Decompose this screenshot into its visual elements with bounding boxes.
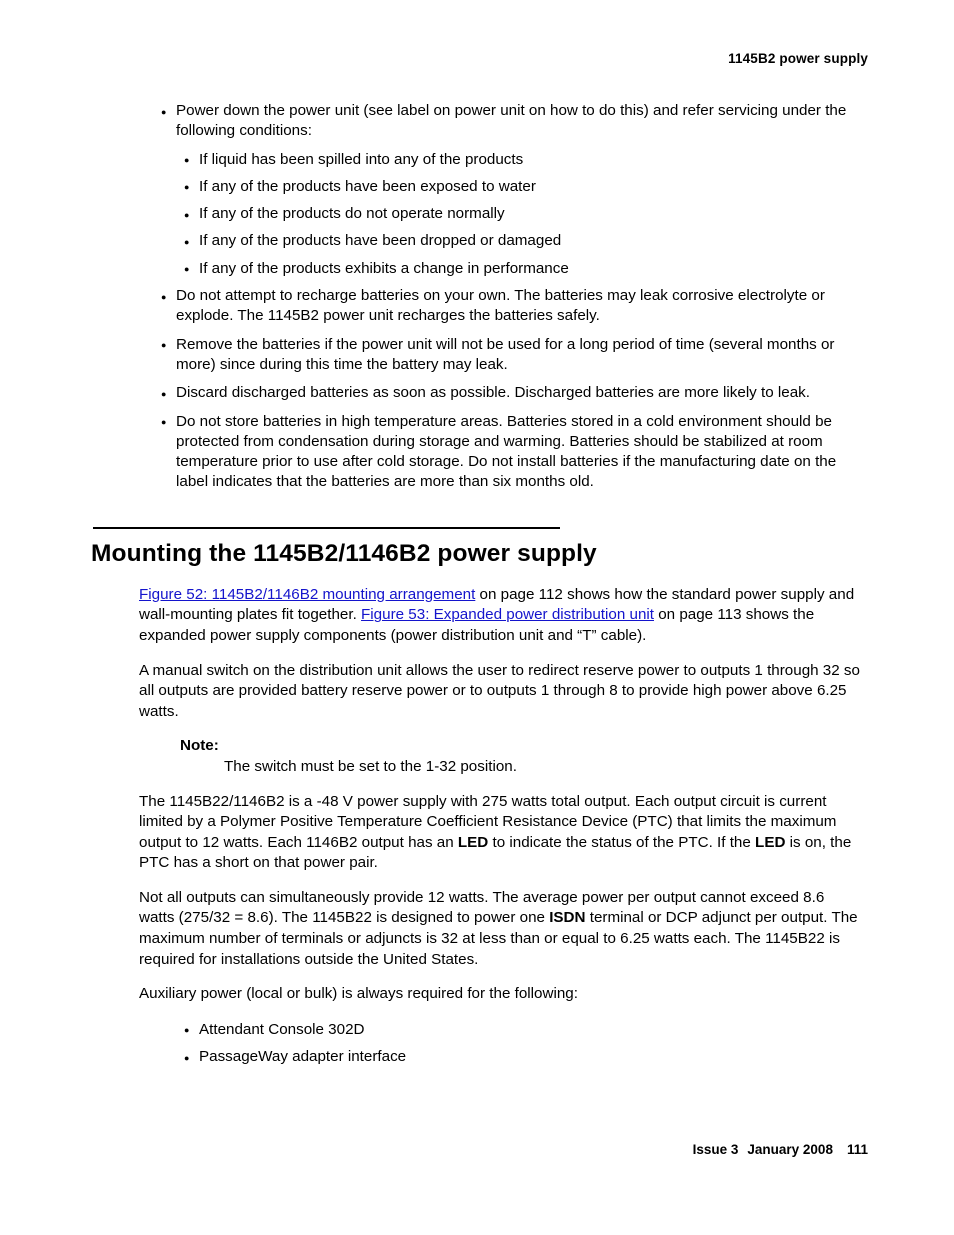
footer-issue: Issue 3 bbox=[692, 1142, 739, 1157]
safety-bullet-list bbox=[0, 101, 954, 142]
paragraph-text: Not all outputs can simultaneously provide 12 watts. The average power per output cannot exceed 8.6 watts (275/32 = 8.6). The 1145B22 is designed to power one bbox=[139, 888, 825, 927]
led-term-1: LED bbox=[457, 833, 489, 851]
page-content bbox=[0, 101, 954, 1074]
paragraph-text: on page 113 shows the expanded power supply components (power distribution unit and “T” cable). bbox=[139, 606, 815, 644]
footer-date: January 2008 bbox=[747, 1142, 833, 1157]
list-item: ● Attendant Console 302D bbox=[199, 1020, 858, 1040]
list-item: ● Remove the batteries if the power unit will not be used for a long period of time (several months or more) since during this time the battery may leak. bbox=[176, 335, 858, 376]
conditions-sublist bbox=[0, 150, 954, 279]
auxiliary-power-list bbox=[0, 1020, 954, 1068]
figure-53-link[interactable]: Figure 53: Expanded power distribution unit bbox=[361, 606, 654, 624]
note-text: The switch must be set to the 1-32 position. bbox=[224, 757, 517, 775]
conditions-sublist-wrapper bbox=[0, 150, 954, 279]
paragraph-power-supply-spec bbox=[139, 792, 860, 874]
led-term-2: LED bbox=[755, 833, 786, 851]
figure-52-link[interactable]: Figure 52: 1145B2/1146B2 mounting arrangement bbox=[139, 585, 476, 603]
paragraph-text: is on, the PTC has a short on that power pair. bbox=[139, 833, 852, 872]
list-item: ● If any of the products do not operate normally bbox=[199, 204, 858, 224]
paragraph-text: terminal or DCP adjunct per output. The maximum number of terminals or adjuncts is 32 at less than or equal to 6.25 watts each. The 1145B22 is required for installations outside the United States. bbox=[139, 909, 858, 968]
paragraph-auxiliary-power: Auxiliary power (local or bulk) is always required for the following: bbox=[139, 985, 578, 1003]
paragraph-text: to indicate the status of the PTC. If the bbox=[488, 833, 756, 851]
paragraph-text: The 1145B22/1146B2 is a -48 V power supply with 275 watts total output. Each output circuit is current limited by a Polymer Positive Temperature Coefficient Resistance Device (PTC) that limits the maximum output to 12 watts. Each 1146B2 output has an bbox=[139, 792, 837, 851]
footer-page-number: 111 bbox=[846, 1142, 868, 1157]
running-footer bbox=[693, 1142, 868, 1157]
note-label: Note: bbox=[180, 737, 219, 755]
isdn-term: ISDN bbox=[549, 909, 586, 927]
list-item: ● Do not attempt to recharge batteries on your own. The batteries may leak corrosive electrolyte or explode. The 1145B2 power unit recharges the batteries safely. bbox=[176, 286, 858, 327]
paragraph-text: on page 112 shows how the standard power supply and wall-mounting plates fit together. bbox=[139, 585, 855, 624]
list-item: ● PassageWay adapter interface bbox=[199, 1047, 858, 1067]
paragraph-figure-references bbox=[139, 585, 860, 647]
list-item: ● If any of the products have been exposed to water bbox=[199, 177, 858, 197]
list-item: ● If any of the products exhibits a change in performance bbox=[199, 259, 858, 279]
list-item: ● Do not store batteries in high temperature areas. Batteries stored in a cold environment should be protected from condensation during storage and warming. Batteries should be stabilized at room temperature prior to use after cold storage. Do not install batteries if the manufacturing date on the label indicates that the batteries are more than six months old. bbox=[176, 412, 858, 493]
paragraph-output-limits bbox=[139, 888, 860, 970]
paragraph-manual-switch: A manual switch on the distribution unit allows the user to redirect reserve power to outputs 1 through 32 so all outputs are provided battery reserve power or to outputs 1 through 8 to provide high power above 6.25 watts. bbox=[139, 661, 860, 720]
list-item: ● If any of the products have been dropped or damaged bbox=[199, 231, 858, 251]
list-item: ● Discard discharged batteries as soon as possible. Discharged batteries are more likely to leak. bbox=[176, 383, 858, 403]
list-item: ● If liquid has been spilled into any of the products bbox=[199, 150, 858, 170]
safety-bullet-list-continued bbox=[0, 286, 954, 493]
list-item: ● Power down the power unit (see label on power unit on how to do this) and refer servicing under the following conditions: bbox=[176, 101, 858, 142]
running-header: 1145B2 power supply bbox=[728, 51, 868, 66]
page-title: Mounting the 1145B2/1146B2 power supply bbox=[91, 539, 597, 567]
